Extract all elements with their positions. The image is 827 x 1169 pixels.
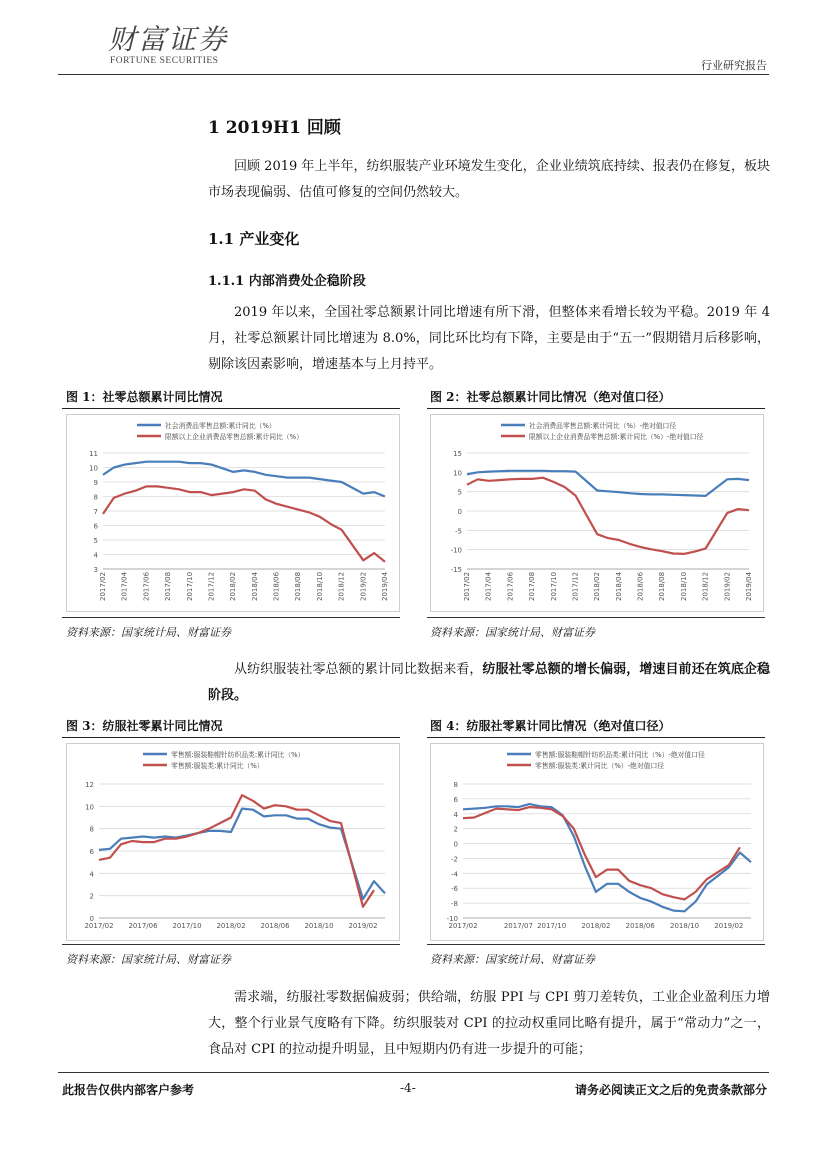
y-tick-label: 15 xyxy=(453,450,462,458)
x-tick-label: 2017/06 xyxy=(506,571,515,601)
figure-1-rule xyxy=(62,408,400,409)
y-tick-label: -10 xyxy=(446,915,458,923)
y-tick-label: 11 xyxy=(89,450,98,458)
x-tick-label: 2018/10 xyxy=(304,922,334,930)
legend-label: 零售额:服装鞋帽针纺织品类:累计同比（%） xyxy=(171,751,305,759)
body-paragraph-3: 需求端，纺服社零数据偏疲弱；供给端，纺服 PPI 与 CPI 剪刀差转负，工业企业盈利压力增大，整个行业景气度略有下降。纺织服装对 CPI 的拉动权重同比略有提升，属于“常动力”之一，食品对 CPI 的拉动提升明显，且中短期内仍有进一步提升的可能； xyxy=(208,990,770,1057)
y-tick-label: 6 xyxy=(453,795,458,804)
y-tick-label: 5 xyxy=(457,488,462,497)
figure-4-title: 图 4：纺服社零累计同比情况（绝对值口径） xyxy=(430,719,671,733)
figure-4-source: 资料来源：国家统计局、财富证券 xyxy=(430,953,595,966)
intro-paragraph: 回顾 2019 年上半年，纺织服装产业环境发生变化，企业业绩筑底持续、报表仍在修复，板块市场表现偏弱、估值可修复的空间仍然较大。 xyxy=(208,159,770,200)
legend-label: 零售额:服装鞋帽针纺织品类:累计同比（%）-绝对值口径 xyxy=(535,751,705,759)
y-tick-label: -5 xyxy=(455,527,462,536)
legend-label: 限额以上企业消费品零售总额:累计同比（%） xyxy=(165,433,303,441)
y-tick-label: 3 xyxy=(93,566,98,574)
y-tick-label: 5 xyxy=(93,537,98,545)
page-number: -4- xyxy=(400,1081,416,1095)
series-line-2 xyxy=(467,478,749,554)
y-tick-label: 7 xyxy=(93,508,98,516)
footer-disclaimer-left: 此报告仅供内部客户参考 xyxy=(62,1083,195,1097)
y-tick-label: 4 xyxy=(453,810,458,819)
figure-3-title: 图 3：纺服社零累计同比情况 xyxy=(66,719,223,733)
legend-label: 限额以上企业消费品零售总额:累计同比（%）-绝对值口径 xyxy=(529,433,704,441)
legend-label: 零售额:服装类:累计同比（%） xyxy=(171,762,264,770)
x-tick-label: 2017/02 xyxy=(84,922,114,930)
x-tick-label: 2017/10 xyxy=(185,571,194,601)
para-2-bold: 纺服社零总额的增长偏弱，增速目前还在筑底企稳阶段。 xyxy=(208,662,770,703)
x-tick-label: 2019/04 xyxy=(745,571,753,601)
footer-disclaimer-right: 请务必阅读正文之后的免责条款部分 xyxy=(574,1083,767,1097)
x-tick-label: 2017/02 xyxy=(448,922,478,930)
series-line-1 xyxy=(103,462,385,497)
x-tick-label: 2017/08 xyxy=(528,571,537,601)
y-tick-label: 10 xyxy=(453,469,462,478)
x-tick-label: 2018/08 xyxy=(294,571,303,601)
y-tick-label: 0 xyxy=(457,508,462,516)
x-tick-label: 2017/02 xyxy=(99,571,107,601)
x-tick-label: 2017/10 xyxy=(172,922,202,930)
figure-1-title: 图 1：社零总额累计同比情况 xyxy=(66,390,223,404)
x-tick-label: 2018/04 xyxy=(614,571,623,601)
chart-4-svg xyxy=(431,744,763,940)
figure-4-chart xyxy=(430,743,764,941)
section-heading: 1 2019H1 回顾 xyxy=(208,118,341,138)
figure-2-rule xyxy=(427,408,765,409)
logo-chinese: 财富证券 xyxy=(108,23,229,56)
figure-2-source-rule xyxy=(427,617,765,618)
figure-1-source: 资料来源：国家统计局、财富证券 xyxy=(66,626,231,639)
x-tick-label: 2018/06 xyxy=(625,922,655,930)
y-tick-label: 8 xyxy=(453,781,458,789)
x-tick-label: 2018/02 xyxy=(581,922,611,930)
legend-label: 社会消费品零售总额:累计同比（%）-绝对值口径 xyxy=(529,422,677,430)
x-tick-label: 2019/02 xyxy=(359,571,368,601)
series-line-2 xyxy=(463,807,740,899)
x-tick-label: 2019/02 xyxy=(714,922,744,930)
figure-3-source: 资料来源：国家统计局、财富证券 xyxy=(66,953,231,966)
series-line-1 xyxy=(99,809,385,899)
y-tick-label: 8 xyxy=(89,825,94,834)
y-tick-label: 10 xyxy=(89,464,98,473)
x-tick-label: 2019/02 xyxy=(723,571,732,601)
body-paragraph-1: 2019 年以来，全国社零总额累计同比增速有所下滑，但整体来看增长较为平稳。2019 年 4 月，社零总额累计同比增速为 8.0%，同比环比均有下降，主要是由于“五一”假期错月后移影响，剔除该因素影响，增速基本与上月持平。 xyxy=(208,305,770,372)
figure-4-source-rule xyxy=(427,944,765,945)
chart-3-svg xyxy=(67,744,399,940)
y-tick-label: -10 xyxy=(450,546,462,555)
series-line-1 xyxy=(467,471,749,496)
y-tick-label: 12 xyxy=(85,781,94,789)
para-2-normal: 从纺织服装社零总额的累计同比数据来看， xyxy=(234,662,483,677)
figure-3-source-rule xyxy=(62,944,400,945)
y-tick-label: 4 xyxy=(93,551,98,560)
figure-2-chart xyxy=(430,414,764,612)
x-tick-label: 2018/04 xyxy=(250,571,259,601)
y-tick-label: -15 xyxy=(450,566,462,574)
y-tick-label: 2 xyxy=(89,892,94,901)
figure-2-title: 图 2：社零总额累计同比情况（绝对值口径） xyxy=(430,390,671,404)
legend-label: 零售额:服装类:累计同比（%）-绝对值口径 xyxy=(535,762,665,770)
x-tick-label: 2017/06 xyxy=(128,922,158,930)
y-tick-label: -2 xyxy=(451,855,458,864)
legend-label: 社会消费品零售总额:累计同比（%） xyxy=(165,422,276,430)
chart-1-svg xyxy=(67,415,399,611)
figure-1-source-rule xyxy=(62,617,400,618)
x-tick-label: 2017/10 xyxy=(549,571,558,601)
figure-3-rule xyxy=(62,737,400,738)
y-tick-label: -4 xyxy=(451,870,458,879)
y-tick-label: 6 xyxy=(89,848,94,856)
footer-divider xyxy=(58,1072,769,1073)
subsection-heading: 1.1 产业变化 xyxy=(208,230,300,248)
x-tick-label: 2018/10 xyxy=(669,922,700,930)
series-line-1 xyxy=(463,804,751,911)
y-tick-label: 9 xyxy=(93,479,98,487)
body-paragraph-2 xyxy=(208,657,770,709)
x-tick-label: 2018/02 xyxy=(229,571,238,601)
y-tick-label: -6 xyxy=(451,885,458,894)
x-tick-label: 2017/04 xyxy=(120,571,129,601)
y-tick-label: 0 xyxy=(89,915,94,923)
y-tick-label: 4 xyxy=(89,870,94,879)
figure-3-chart xyxy=(66,743,400,941)
logo-english: FORTUNE SECURITIES xyxy=(110,56,219,66)
x-tick-label: 2018/02 xyxy=(593,571,602,601)
x-tick-label: 2018/10 xyxy=(679,571,688,601)
x-tick-label: 2017/12 xyxy=(207,571,216,601)
header-divider xyxy=(58,74,769,75)
x-tick-label: 2017/06 xyxy=(142,571,151,601)
x-tick-label: 2018/02 xyxy=(216,922,246,930)
x-tick-label: 2018/12 xyxy=(337,571,346,601)
report-type-label: 行业研究报告 xyxy=(701,59,767,72)
series-line-2 xyxy=(103,486,385,561)
y-tick-label: -8 xyxy=(451,900,458,909)
chart-2-svg xyxy=(431,415,763,611)
y-tick-label: 2 xyxy=(453,825,458,834)
y-tick-label: 10 xyxy=(85,803,94,812)
figure-4-rule xyxy=(427,737,765,738)
x-tick-label: 2017/04 xyxy=(484,571,493,601)
x-tick-label: 2018/12 xyxy=(701,571,710,601)
x-tick-label: 2018/10 xyxy=(315,571,324,601)
figure-1-chart xyxy=(66,414,400,612)
y-tick-label: 8 xyxy=(93,493,98,502)
x-tick-label: 2019/02 xyxy=(348,922,378,930)
figure-2-source: 资料来源：国家统计局、财富证券 xyxy=(430,626,595,639)
x-tick-label: 2017/08 xyxy=(164,571,173,601)
x-tick-label: 2019/04 xyxy=(381,571,389,601)
x-tick-label: 2018/06 xyxy=(272,571,281,601)
x-tick-label: 2017/07 xyxy=(503,922,533,930)
x-tick-label: 2017/02 xyxy=(463,571,471,601)
x-tick-label: 2017/12 xyxy=(571,571,580,601)
y-tick-label: 0 xyxy=(453,840,458,849)
y-tick-label: 6 xyxy=(93,522,98,531)
x-tick-label: 2017/10 xyxy=(537,922,567,930)
x-tick-label: 2018/06 xyxy=(636,571,645,601)
x-tick-label: 2018/08 xyxy=(658,571,667,601)
sub-subsection-heading: 1.1.1 内部消费处企稳阶段 xyxy=(208,274,366,289)
x-tick-label: 2018/06 xyxy=(260,922,290,930)
